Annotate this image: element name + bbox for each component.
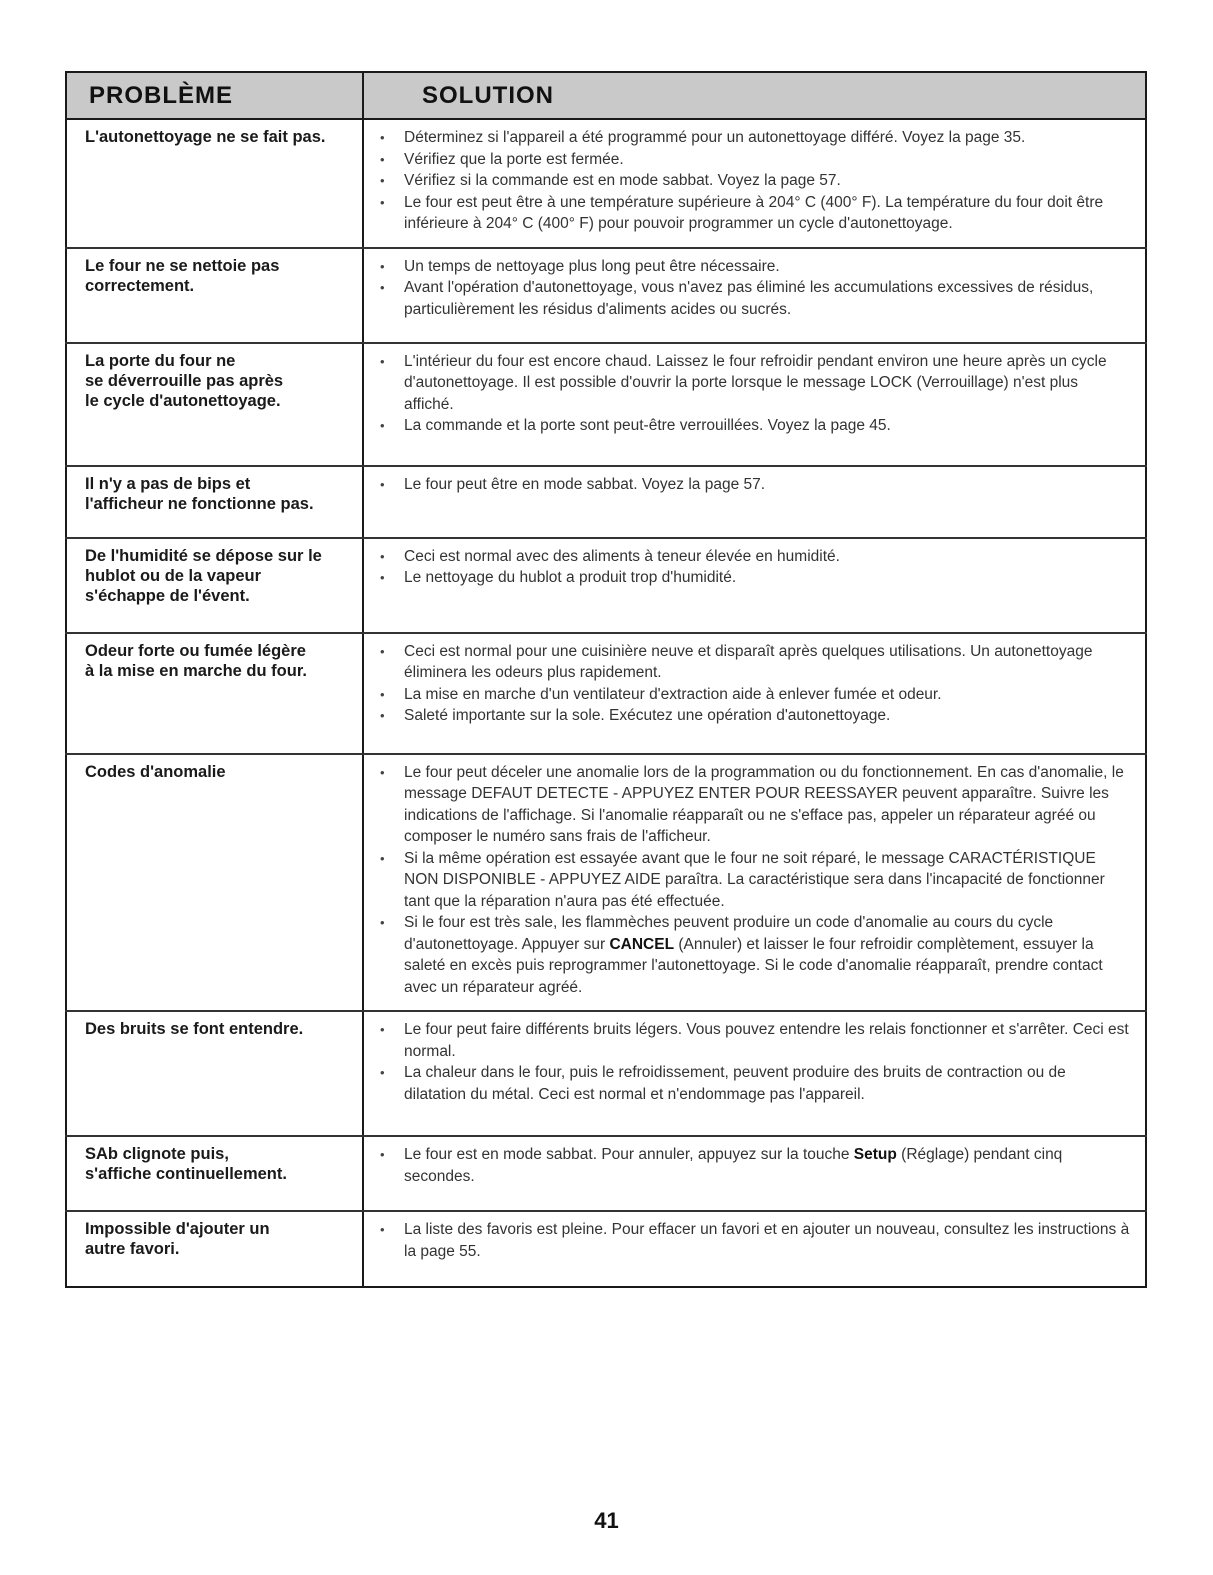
solution-item	[378, 415, 1131, 437]
solution-list	[378, 1019, 1131, 1105]
problem-text-line: s'échappe de l'évent.	[85, 586, 250, 605]
solution-item	[378, 848, 1131, 913]
table-row	[66, 538, 1146, 633]
problem-text-line: se déverrouille pas après	[85, 371, 284, 390]
solution-text: Si la même opération est essayée avant que le four ne soit réparé, le message CARACTÉRISTIQUE NON DISPONIBLE - APPUYEZ AIDE paraîtra. La caractéristique sera dans l'incapacité de fonctionner tant que la réparation n'aura pas été effectuée.	[404, 849, 1105, 910]
problem-text-line: l'afficheur ne fonctionne pas.	[85, 494, 314, 513]
solution-text: Ceci est normal avec des aliments à teneur élevée en humidité.	[404, 547, 840, 565]
problem-cell	[66, 538, 363, 633]
solution-text: La chaleur dans le four, puis le refroidissement, peuvent produire des bruits de contraction ou de dilatation du métal. Ceci est normal et n'endommage pas l'appareil.	[404, 1064, 1066, 1103]
solution-text: Un temps de nettoyage plus long peut être nécessaire.	[404, 257, 780, 275]
solution-text: Vérifiez que la porte est fermée.	[404, 150, 624, 168]
solution-list	[378, 474, 1131, 496]
page-number: 41	[594, 1508, 619, 1533]
solution-text: La commande et la porte sont peut-être verrouillées. Voyez la page 45.	[404, 417, 891, 434]
problem-text-line: L'autonettoyage ne se fait pas.	[85, 128, 326, 146]
solution-cell	[363, 538, 1146, 633]
solution-item	[378, 705, 1131, 727]
solution-list	[378, 1144, 1131, 1187]
solution-text: La liste des favoris est pleine. Pour effacer un favori et en ajouter un nouveau, consultez les instructions à la page 55.	[404, 1221, 1130, 1260]
problem-solution-table	[65, 71, 1147, 1288]
solution-list	[378, 127, 1131, 235]
solution-cell	[363, 248, 1146, 343]
problem-text-line: hublot ou de la vapeur	[85, 566, 262, 585]
solution-list	[378, 546, 1131, 589]
solution-text: Avant l'opération d'autonettoyage, vous n'avez pas éliminé les accumulations excessives de résidus, particulièrement les résidus d'aliments acides ou sucrés.	[404, 279, 1094, 318]
solution-cell	[363, 343, 1146, 466]
solution-item	[378, 1144, 1131, 1187]
solution-cell	[363, 119, 1146, 248]
troubleshooting-table	[65, 71, 1145, 1288]
table-row	[66, 466, 1146, 538]
problem-cell	[66, 1211, 363, 1287]
solution-item	[378, 351, 1131, 416]
key-label: CANCEL	[609, 935, 675, 953]
solution-cell	[363, 633, 1146, 754]
table-row	[66, 633, 1146, 754]
table-row	[66, 343, 1146, 466]
problem-cell	[66, 754, 363, 1012]
solution-item	[378, 474, 1131, 496]
solution-list	[378, 641, 1131, 727]
solution-text: Le four peut déceler une anomalie lors de la programmation ou du fonctionnement. En cas d'anomalie, le message DEFAUT DETECTE - APPUYEZ ENTER POUR REESSAYER peuvent apparaître. Suivre les indications de l'affichage. Si l'anomalie réapparaît ou ne s'efface pas, appeler un réparateur agréé ou composer le numéro sans frais de l'afficheur.	[404, 763, 1124, 845]
solution-text: (Annuler) et laisser le four refroidir complètement, essuyer la saleté en excès puis reprogrammer l'autonettoyage. Si le code d'anomalie réapparaît, prendre contact avec un réparateur agréé.	[404, 935, 1103, 996]
problem-text-line: correctement.	[85, 276, 195, 295]
table-row	[66, 1136, 1146, 1211]
solution-text: Le four est en mode sabbat. Pour annuler, appuyez sur la touche	[404, 1146, 854, 1163]
problem-cell	[66, 248, 363, 343]
table-header-row	[66, 72, 1146, 119]
problem-cell	[66, 119, 363, 248]
problem-cell	[66, 1011, 363, 1136]
solution-text: Le four est peut être à une température supérieure à 204° C (400° F). La température du four doit être inférieure à 204° C (400° F) pour pouvoir programmer un cycle d'autonettoyage.	[404, 193, 1104, 232]
table-row	[66, 754, 1146, 1012]
problem-text-line: s'affiche continuellement.	[85, 1165, 287, 1183]
solution-text: Le four peut être en mode sabbat. Voyez la page 57.	[404, 475, 766, 493]
problem-text-line: La porte du four ne	[85, 351, 236, 370]
solution-item	[378, 684, 1131, 706]
solution-item	[378, 256, 1131, 278]
problem-cell	[66, 343, 363, 466]
solution-item	[378, 170, 1131, 192]
solution-cell	[363, 1136, 1146, 1211]
solution-list	[378, 256, 1131, 321]
solution-item	[378, 192, 1131, 235]
problem-text-line: Codes d'anomalie	[85, 762, 226, 781]
solution-text: La mise en marche d'un ventilateur d'extraction aide à enlever fumée et odeur.	[404, 685, 942, 703]
solution-cell	[363, 1211, 1146, 1287]
problem-text-line: Il n'y a pas de bips et	[85, 474, 251, 493]
solution-cell	[363, 754, 1146, 1012]
solution-text: Vérifiez si la commande est en mode sabbat. Voyez la page 57.	[404, 172, 841, 189]
table-row	[66, 1011, 1146, 1136]
problem-text-line: Impossible d'ajouter un	[85, 1220, 270, 1238]
problem-cell	[66, 466, 363, 538]
solution-text: Le nettoyage du hublot a produit trop d'humidité.	[404, 569, 737, 586]
solution-text: Ceci est normal pour une cuisinière neuve et disparaît après quelques utilisations. Un autonettoyage éliminera les odeurs plus rapidement.	[404, 642, 1093, 681]
solution-text: Saleté importante sur la sole. Exécutez une opération d'autonettoyage.	[404, 707, 891, 724]
header-solution: SOLUTION	[363, 72, 1146, 119]
problem-text-line: Le four ne se nettoie pas	[85, 256, 280, 275]
solution-cell	[363, 1011, 1146, 1136]
solution-text: Le four peut faire différents bruits légers. Vous pouvez entendre les relais fonctionner et s'arrêter. Ceci est normal.	[404, 1021, 1129, 1060]
problem-text-line: De l'humidité se dépose sur le	[85, 546, 322, 565]
key-label: Setup	[853, 1146, 897, 1163]
solution-item	[378, 762, 1131, 848]
solution-item	[378, 1062, 1131, 1105]
solution-list	[378, 351, 1131, 437]
solution-text: L'intérieur du four est encore chaud. Laissez le four refroidir pendant environ une heure après un cycle d'autonettoyage. Il est possible d'ouvrir la porte lorsque le message LOCK (Verrouillage) n'est plus affiché.	[404, 352, 1107, 413]
solution-item	[378, 277, 1131, 320]
table-body	[66, 119, 1146, 1287]
solution-cell	[363, 466, 1146, 538]
solution-item	[378, 149, 1131, 171]
solution-item	[378, 1019, 1131, 1062]
solution-item	[378, 1219, 1131, 1262]
solution-item	[378, 546, 1131, 568]
header-problem: PROBLÈME	[66, 72, 363, 119]
table-row	[66, 119, 1146, 248]
solution-item	[378, 641, 1131, 684]
problem-text-line: Des bruits se font entendre.	[85, 1020, 304, 1038]
problem-cell	[66, 1136, 363, 1211]
problem-text-line: le cycle d'autonettoyage.	[85, 391, 281, 410]
solution-item	[378, 567, 1131, 589]
solution-text: Si le four est très sale, les flammèches peuvent produire un code d'anomalie au cours du cycle d'autonettoyage. Appuyer sur	[404, 914, 1054, 953]
problem-text-line: SAb clignote puis,	[85, 1145, 229, 1163]
problem-text-line: Odeur forte ou fumée légère	[85, 641, 306, 660]
solution-list	[378, 762, 1131, 999]
solution-text: (Réglage) pendant cinq secondes.	[404, 1146, 1063, 1185]
solution-item	[378, 912, 1131, 998]
table-row	[66, 248, 1146, 343]
solution-item	[378, 127, 1131, 149]
solution-list	[378, 1219, 1131, 1262]
solution-text: Déterminez si l'appareil a été programmé pour un autonettoyage différé. Voyez la page 35.	[404, 129, 1026, 146]
table-row	[66, 1211, 1146, 1287]
problem-cell	[66, 633, 363, 754]
problem-text-line: autre favori.	[85, 1240, 180, 1258]
problem-text-line: à la mise en marche du four.	[85, 661, 307, 680]
